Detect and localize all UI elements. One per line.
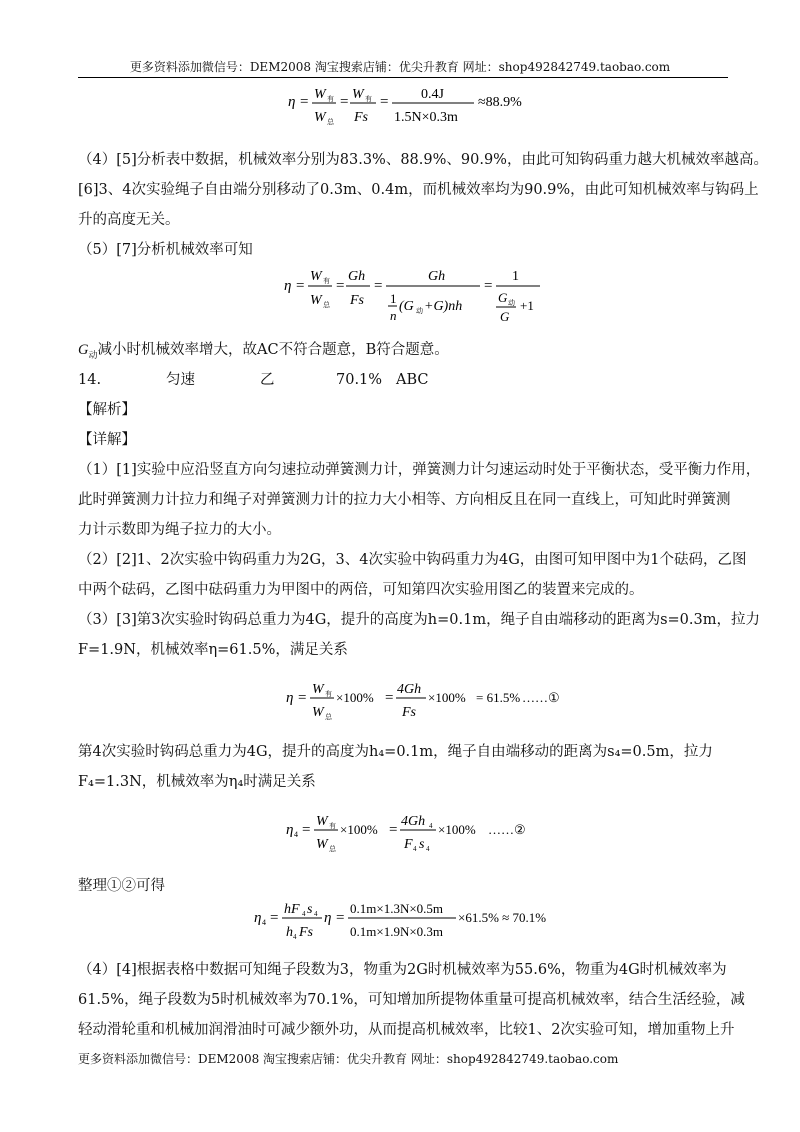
svg-text:=: =	[270, 910, 279, 926]
svg-text:Fs: Fs	[350, 293, 364, 308]
svg-text:1.5N×0.3m: 1.5N×0.3m	[394, 110, 458, 125]
svg-text:Fs: Fs	[299, 925, 313, 940]
svg-text:η: η	[286, 690, 294, 706]
svg-text:=: =	[385, 690, 394, 706]
svg-text:W: W	[316, 814, 328, 829]
svg-text:s: s	[307, 902, 313, 917]
svg-text:=: =	[374, 278, 383, 294]
paragraph-4-5: （4）[5]分析表中数据，机械效率分别为83.3%、88.9%、90.9%，由此可知钩码重力越大机械效率越高。	[78, 152, 768, 168]
svg-text:s: s	[419, 837, 425, 852]
svg-text:4Gh: 4Gh	[401, 814, 426, 829]
svg-text:η: η	[286, 822, 294, 838]
section-jiexi: 【解析】	[78, 402, 136, 418]
answer-row-14	[78, 370, 730, 390]
svg-text:总: 总	[325, 713, 332, 721]
answer-4: ABC	[396, 372, 429, 388]
svg-text:有: 有	[323, 277, 330, 285]
svg-text:×100%: ×100%	[340, 822, 378, 837]
svg-text:Gh: Gh	[428, 269, 446, 284]
svg-text:4: 4	[426, 845, 430, 853]
svg-text:n: n	[390, 308, 397, 323]
svg-text:=: =	[336, 910, 345, 926]
svg-text:动: 动	[416, 307, 423, 315]
svg-text:×61.5% ≈ 70.1%: ×61.5% ≈ 70.1%	[458, 910, 547, 925]
header-divider	[78, 77, 728, 78]
svg-text:η: η	[288, 94, 296, 110]
svg-text:G: G	[498, 290, 508, 305]
answer-2: 乙	[260, 372, 275, 388]
detail-line-10: 整理①②可得	[78, 878, 165, 894]
svg-text:4: 4	[294, 830, 298, 839]
svg-text:=: =	[336, 278, 345, 294]
svg-text:G: G	[500, 309, 510, 324]
detail-line-1: （1）[1]实验中应沿竖直方向匀速拉动弹簧测力计，弹簧测力计匀速运动时处于平衡状态，受平衡力作用，	[78, 462, 761, 478]
question-number: 14.	[78, 372, 102, 388]
detail-line-7: F=1.9N，机械效率η=61.5%，满足关系	[78, 642, 348, 658]
svg-text:总: 总	[329, 845, 336, 853]
svg-text:4: 4	[293, 933, 297, 941]
svg-text:有: 有	[325, 690, 332, 698]
svg-text:4: 4	[413, 845, 417, 853]
svg-text:W: W	[310, 269, 322, 284]
svg-text:0.1m×1.9N×0.3m: 0.1m×1.9N×0.3m	[350, 924, 444, 939]
equation-efficiency-1	[288, 82, 528, 132]
svg-text:1: 1	[390, 291, 397, 306]
answer-3: 70.1%	[336, 372, 383, 388]
page-header: 更多资料添加微信号：DEM2008 淘宝搜索店铺：优尖升教育 网址：shop492842749.taobao.com	[129, 60, 671, 74]
equation-efficiency-4	[286, 808, 526, 862]
svg-text:=: =	[484, 278, 493, 294]
svg-text:有: 有	[329, 822, 336, 830]
svg-text:4: 4	[302, 910, 306, 918]
svg-text:W: W	[310, 293, 322, 308]
svg-text:Fs: Fs	[402, 705, 416, 720]
svg-text:×100%: ×100%	[428, 690, 466, 705]
svg-text:×100%: ×100%	[336, 690, 374, 705]
answer-1: 匀速	[166, 372, 195, 388]
detail-line-8: 第4次实验时钩码总重力为4G，提升的高度为h₄=0.1m，绳子自由端移动的距离为s₄=0.5m，拉力	[78, 744, 713, 760]
svg-text:有: 有	[365, 95, 372, 103]
svg-text:=: =	[340, 94, 349, 110]
svg-text:=: =	[300, 94, 309, 110]
equation-efficiency-2	[284, 262, 544, 330]
detail-line-12: 61.5%，绳子段数为5时机械效率为70.1%，可知增加所提物体重量可提高机械效率，结合生活经验，减	[78, 992, 745, 1008]
section-xiangjie: 【详解】	[78, 432, 136, 448]
svg-text:动: 动	[508, 299, 515, 307]
svg-text:W: W	[312, 682, 324, 697]
svg-text:有: 有	[327, 95, 334, 103]
svg-text:=: =	[302, 822, 311, 838]
svg-text:W: W	[314, 87, 326, 102]
svg-text:h: h	[286, 925, 293, 940]
svg-text:+1: +1	[520, 298, 534, 313]
svg-text:+G)nh: +G)nh	[424, 299, 463, 314]
svg-text:4: 4	[429, 822, 433, 830]
svg-text:≈88.9%: ≈88.9%	[478, 95, 522, 110]
equation-efficiency-5	[254, 896, 554, 950]
svg-text:F: F	[404, 837, 413, 852]
paragraph-5-7: （5）[7]分析机械效率可知	[78, 242, 253, 258]
detail-line-2: 此时弹簧测力计拉力和绳子对弹簧测力计的拉力大小相等、方向相反且在同一直线上，可知此时弹簧测	[78, 492, 731, 508]
svg-text:η: η	[284, 278, 292, 294]
svg-text:=: =	[380, 94, 389, 110]
svg-text:hF: hF	[284, 902, 300, 917]
svg-text:Gh: Gh	[348, 269, 366, 284]
detail-line-13: 轻动滑轮重和机械加润滑油时可减少额外功，从而提高机械效率，比较1、2次实验可知，增加重物上升	[78, 1022, 735, 1038]
svg-text:4: 4	[262, 918, 266, 927]
svg-text:W: W	[314, 110, 326, 125]
svg-text:η: η	[254, 910, 262, 926]
svg-text:W: W	[312, 705, 324, 720]
page-footer: 更多资料添加微信号：DEM2008 淘宝搜索店铺：优尖升教育 网址：shop492842749.taobao.com	[78, 1052, 619, 1066]
svg-text:……②: ……②	[488, 822, 526, 837]
svg-text:(G: (G	[399, 299, 414, 314]
svg-text:= 61.5%: = 61.5%	[476, 690, 521, 705]
paragraph-4-6-cont: 升的高度无关。	[78, 212, 180, 228]
detail-line-5: 中两个砝码，乙图中砝码重力为甲图中的两倍，可知第四次实验用图乙的装置来完成的。	[78, 582, 644, 598]
svg-text:总: 总	[327, 118, 334, 126]
svg-text:=: =	[389, 822, 398, 838]
svg-text:W: W	[316, 837, 328, 852]
paragraph-4-6: [6]3、4次实验绳子自由端分别移动了0.3m、0.4m，而机械效率均为90.9%，由此可知机械效率与钩码上	[78, 182, 759, 198]
svg-text:……①: ……①	[522, 690, 560, 705]
detail-line-3: 力计示数即为绳子拉力的大小。	[78, 522, 281, 538]
svg-text:Fs: Fs	[354, 110, 368, 125]
svg-text:×100%: ×100%	[438, 822, 476, 837]
detail-line-9: F₄=1.3N，机械效率为η₄时满足关系	[78, 774, 316, 790]
svg-text:=: =	[296, 278, 305, 294]
svg-text:4Gh: 4Gh	[397, 682, 422, 697]
svg-text:=: =	[298, 690, 307, 706]
svg-text:1: 1	[512, 269, 519, 284]
svg-text:0.4J: 0.4J	[421, 87, 444, 102]
svg-text:4: 4	[314, 910, 318, 918]
detail-line-4: （2）[2]1、2次实验中钩码重力为2G，3、4次实验中钩码重力为4G，由图可知甲图中为1个砝码，乙图	[78, 552, 747, 568]
detail-line-11: （4）[4]根据表格中数据可知绳子段数为3，物重为2G时机械效率为55.6%，物重为4G时机械效率为	[78, 962, 727, 978]
equation-efficiency-3	[286, 676, 560, 730]
svg-text:W: W	[352, 87, 364, 102]
paragraph-5-conclusion: $G_动$减小时机械效率增大，故AC不符合题意，B符合题意。	[78, 342, 449, 361]
svg-text:总: 总	[323, 301, 330, 309]
svg-text:η: η	[324, 910, 332, 926]
detail-line-6: （3）[3]第3次实验时钩码总重力为4G，提升的高度为h=0.1m，绳子自由端移动的距离为s=0.3m，拉力	[78, 612, 760, 628]
svg-text:0.1m×1.3N×0.5m: 0.1m×1.3N×0.5m	[350, 901, 444, 916]
